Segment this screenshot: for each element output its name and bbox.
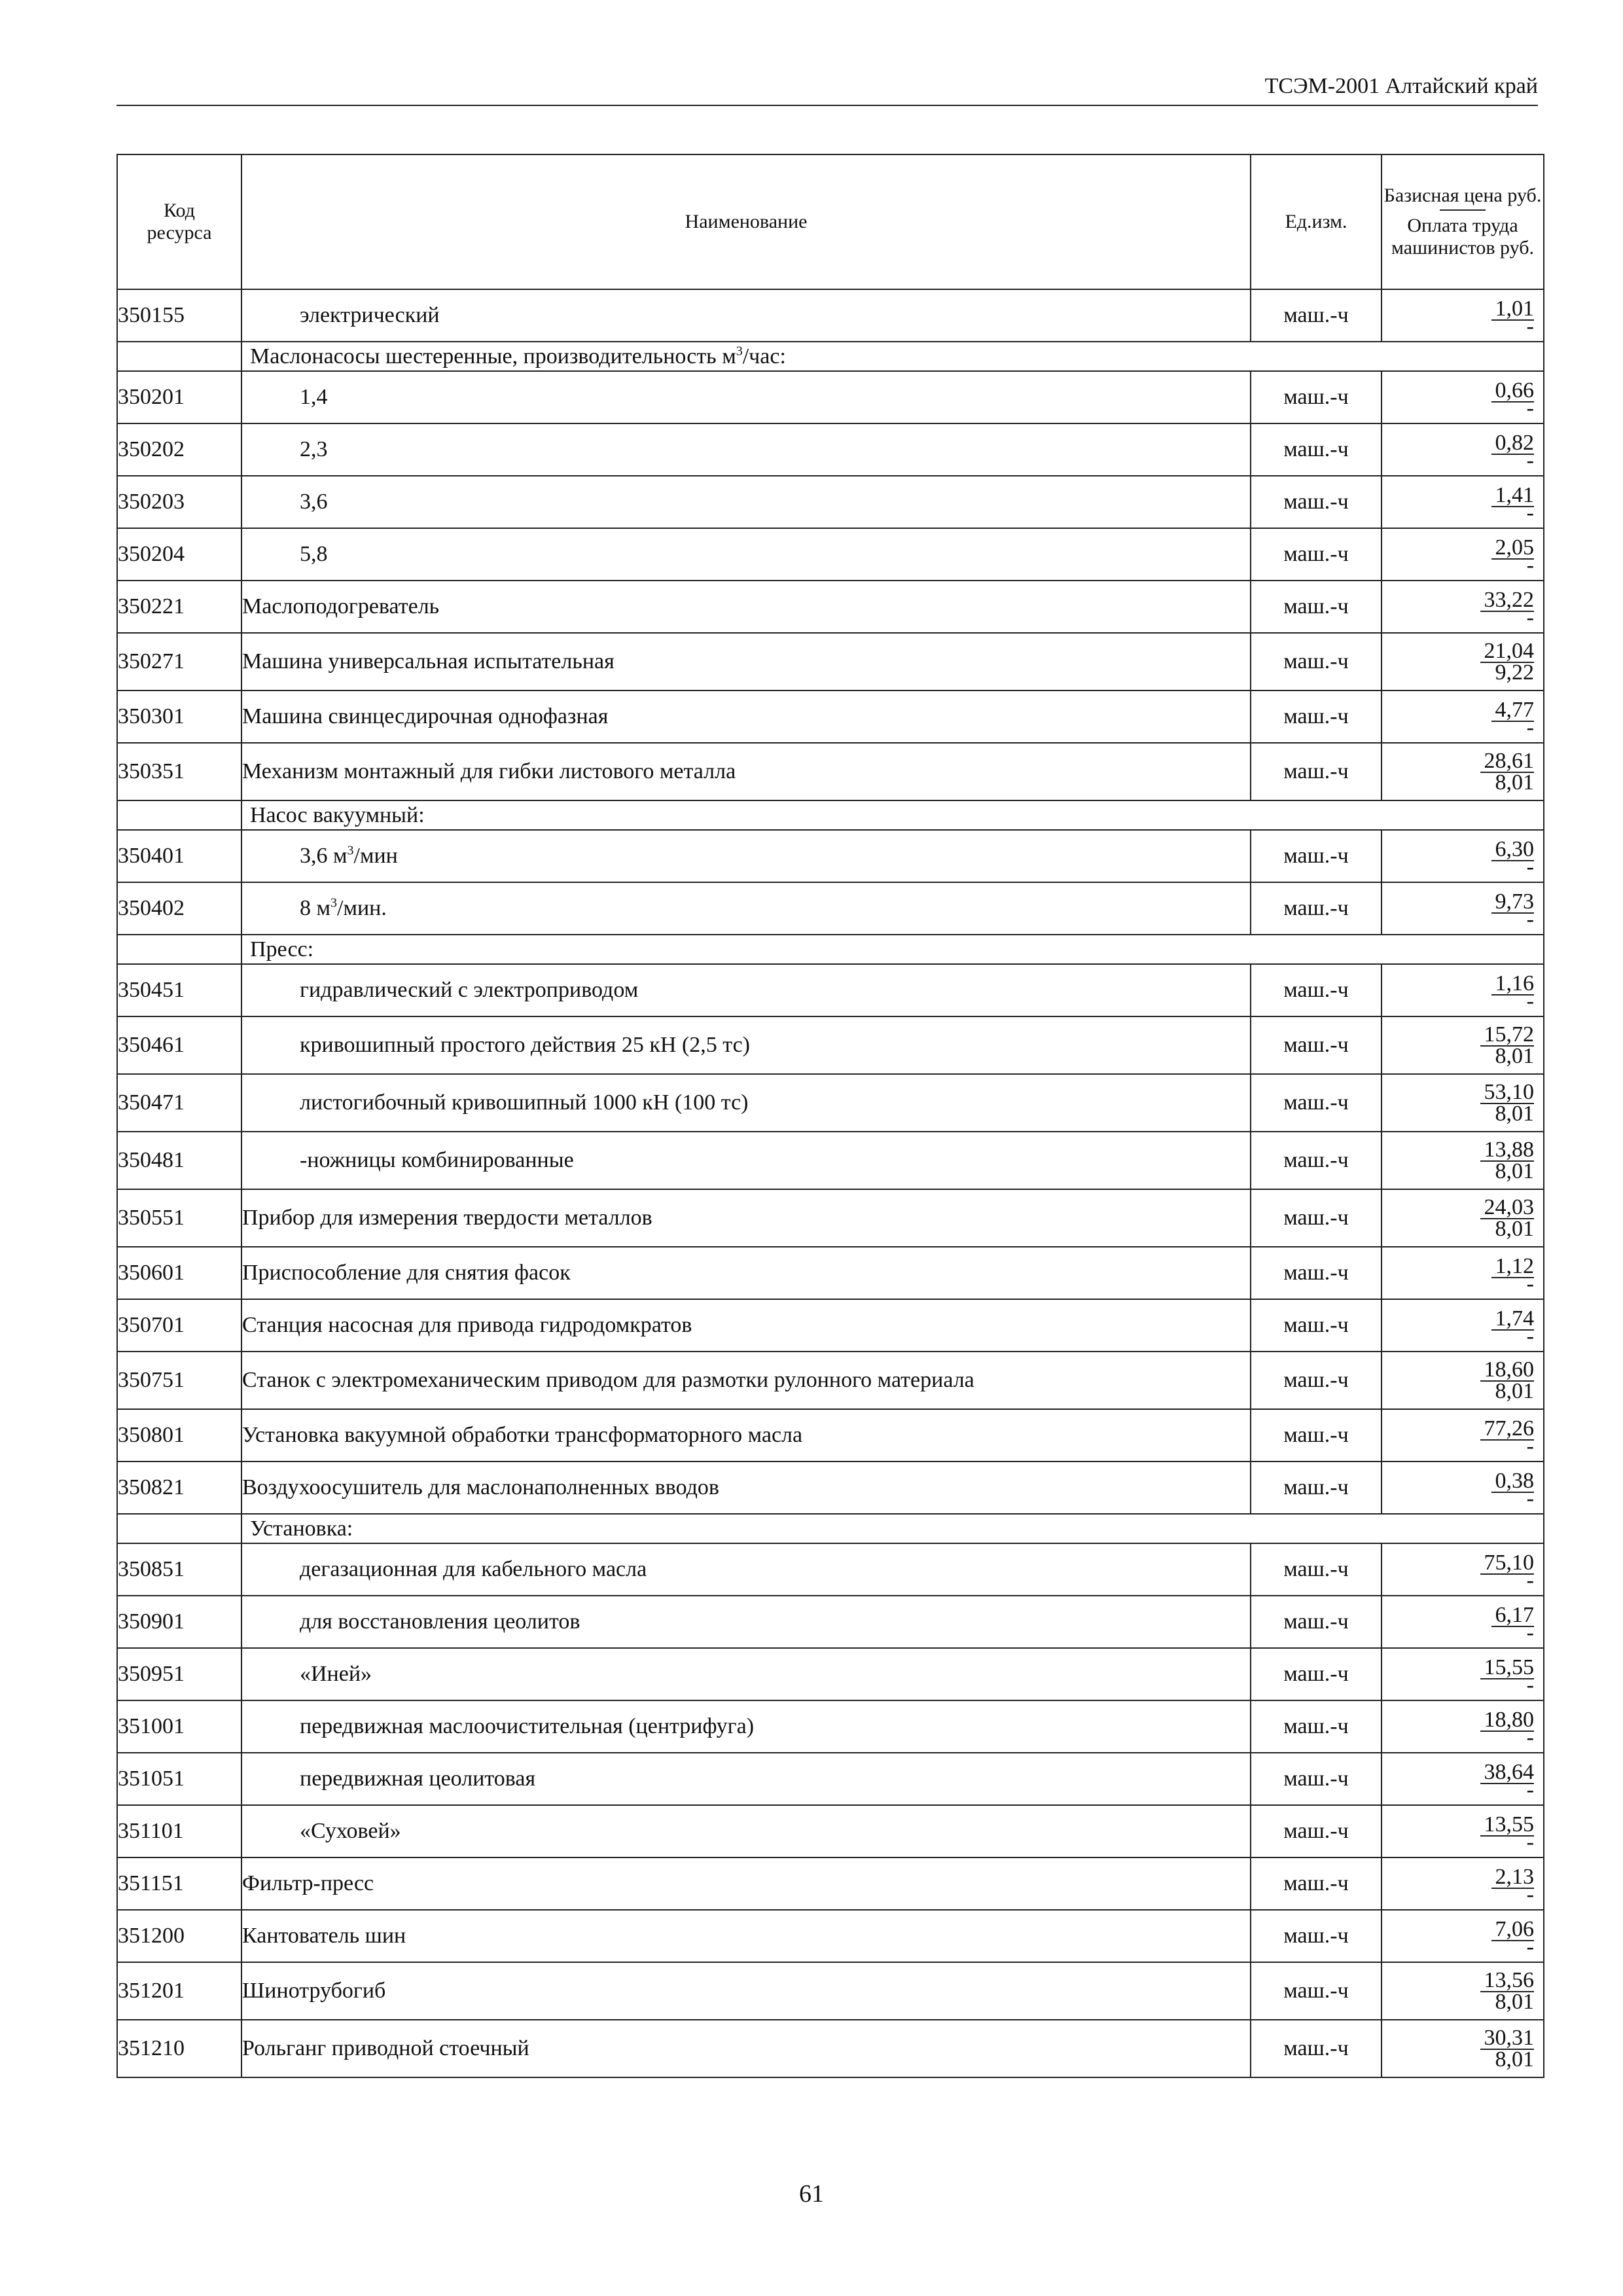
resource-code: 350221: [117, 581, 241, 633]
price-cell: [1382, 1543, 1544, 1596]
price-fraction: [1382, 698, 1543, 740]
resource-name: для восстановления цеолитов: [241, 1596, 1251, 1648]
unit-of-measure: маш.-ч: [1251, 1016, 1382, 1074]
operator-labor-cost: -: [1526, 1830, 1534, 1854]
resource-name: Кантователь шин: [241, 1910, 1251, 1962]
table-row: [117, 1753, 1544, 1805]
base-price: 38,64: [1480, 1762, 1535, 1784]
operator-labor-cost: -: [1526, 907, 1534, 931]
price-fraction: [1382, 1254, 1543, 1296]
unit-of-measure: маш.-ч: [1251, 633, 1382, 691]
base-price: 21,04: [1480, 641, 1535, 663]
unit-of-measure: маш.-ч: [1251, 1299, 1382, 1352]
resource-code: 350471: [117, 1074, 241, 1132]
price-cell: [1382, 1596, 1544, 1648]
price-cell: [1382, 1648, 1544, 1700]
unit-of-measure: маш.-ч: [1251, 289, 1382, 342]
table-row: [117, 1409, 1544, 1462]
resource-table: [116, 154, 1544, 2078]
unit-of-measure: маш.-ч: [1251, 2020, 1382, 2077]
resource-name: листогибочный кривошипный 1000 кН (100 тс): [241, 1074, 1251, 1132]
table-row: [117, 1462, 1544, 1514]
table-row: [117, 1189, 1544, 1247]
operator-labor-cost: -: [1526, 1935, 1534, 1959]
table-row: [117, 691, 1544, 743]
resource-code: 351051: [117, 1753, 241, 1805]
base-price: 24,03: [1480, 1197, 1535, 1219]
resource-code: 351201: [117, 1962, 241, 2020]
unit-of-measure: маш.-ч: [1251, 476, 1382, 528]
resource-name: -ножницы комбинированные: [241, 1132, 1251, 1189]
table-row: [117, 1910, 1544, 1962]
resource-name: передвижная цеолитовая: [241, 1753, 1251, 1805]
header-price-divider: [1440, 209, 1486, 211]
operator-labor-cost: -: [1526, 1621, 1534, 1645]
group-code-cell: [117, 800, 241, 830]
resource-code: 350351: [117, 743, 241, 800]
resource-code: 351200: [117, 1910, 241, 1962]
base-price: 7,06: [1491, 1919, 1535, 1941]
table-row: [117, 1805, 1544, 1857]
price-fraction: [1382, 588, 1543, 630]
price-cell: [1382, 1247, 1544, 1299]
price-cell: [1382, 1700, 1544, 1753]
base-price: 0,38: [1491, 1471, 1535, 1493]
price-cell: [1382, 830, 1544, 882]
price-fraction: [1382, 1082, 1543, 1124]
base-price: 28,61: [1480, 751, 1535, 773]
base-price: 0,66: [1491, 380, 1535, 403]
header-unit: Ед.изм.: [1251, 154, 1382, 289]
price-cell: [1382, 1462, 1544, 1514]
price-cell: [1382, 581, 1544, 633]
resource-name: Установка вакуумной обработки трансформаторного масла: [241, 1409, 1251, 1462]
unit-of-measure: маш.-ч: [1251, 882, 1382, 935]
operator-labor-cost: 8,01: [1495, 2047, 1534, 2072]
table-row: [117, 964, 1544, 1016]
base-price: 13,55: [1480, 1814, 1535, 1837]
price-fraction: [1382, 431, 1543, 473]
table-row: [117, 633, 1544, 691]
header-price-labor: Оплата труда машинистов руб.: [1391, 215, 1535, 259]
table-row: [117, 1857, 1544, 1910]
unit-of-measure: маш.-ч: [1251, 1074, 1382, 1132]
resource-name: [241, 882, 1251, 935]
table-row: [117, 1016, 1544, 1074]
table-row: [117, 423, 1544, 476]
resource-code: 350821: [117, 1462, 241, 1514]
resource-code: 350402: [117, 882, 241, 935]
group-heading-text: Маслонасосы шестеренные, производительность м: [250, 344, 736, 368]
price-cell: [1382, 528, 1544, 581]
price-cell: [1382, 423, 1544, 476]
operator-labor-cost: -: [1526, 1324, 1534, 1348]
price-fraction: [1382, 1359, 1543, 1401]
unit-of-measure: маш.-ч: [1251, 371, 1382, 423]
table-row: [117, 1543, 1544, 1596]
base-price: 9,73: [1491, 891, 1535, 914]
unit-of-measure: маш.-ч: [1251, 691, 1382, 743]
operator-labor-cost: 8,01: [1495, 1990, 1534, 2014]
resource-name: Механизм монтажный для гибки листового металла: [241, 743, 1251, 800]
unit-of-measure: маш.-ч: [1251, 1247, 1382, 1299]
group-code-cell: [117, 342, 241, 371]
resource-code: 350801: [117, 1409, 241, 1462]
group-heading-text-end: /час:: [742, 344, 786, 368]
operator-labor-cost: -: [1526, 855, 1534, 879]
resource-code: 350551: [117, 1189, 241, 1247]
unit-of-measure: маш.-ч: [1251, 1700, 1382, 1753]
price-fraction: [1382, 296, 1543, 338]
resource-code: 351101: [117, 1805, 241, 1857]
resource-name-text-end: /мин: [353, 844, 398, 868]
price-fraction: [1382, 889, 1543, 931]
group-heading-row: [117, 1514, 1544, 1543]
resource-name: Рольганг приводной стоечный: [241, 2020, 1251, 2077]
table-row: [117, 371, 1544, 423]
resource-name: 1,4: [241, 371, 1251, 423]
unit-of-measure: маш.-ч: [1251, 1132, 1382, 1189]
operator-labor-cost: 9,22: [1495, 660, 1534, 685]
resource-name: «Суховей»: [241, 1805, 1251, 1857]
operator-labor-cost: -: [1526, 1673, 1534, 1697]
resource-name: гидравлический с электроприводом: [241, 964, 1251, 1016]
table-row: [117, 743, 1544, 800]
base-price: 77,26: [1480, 1418, 1535, 1441]
unit-of-measure: маш.-ч: [1251, 1648, 1382, 1700]
operator-labor-cost: 8,01: [1495, 1379, 1534, 1403]
header-name: Наименование: [241, 154, 1251, 289]
running-head: ТСЭМ-2001 Алтайский край: [1264, 74, 1538, 98]
resource-code: 350401: [117, 830, 241, 882]
resource-name: электрический: [241, 289, 1251, 342]
resource-name: Маслоподогреватель: [241, 581, 1251, 633]
price-cell: [1382, 1805, 1544, 1857]
table-row: [117, 1299, 1544, 1352]
base-price: 13,88: [1480, 1139, 1535, 1162]
unit-of-measure: маш.-ч: [1251, 1962, 1382, 2020]
header-code: Код ресурса: [117, 154, 241, 289]
resource-name-superscript: 3: [330, 895, 338, 910]
price-cell: [1382, 1409, 1544, 1462]
unit-of-measure: маш.-ч: [1251, 830, 1382, 882]
price-fraction: [1382, 1917, 1543, 1959]
base-price: 75,10: [1480, 1552, 1535, 1575]
price-fraction: [1382, 1416, 1543, 1458]
price-fraction: [1382, 641, 1543, 683]
price-fraction: [1382, 1865, 1543, 1907]
price-cell: [1382, 371, 1544, 423]
resource-code: 350201: [117, 371, 241, 423]
price-cell: [1382, 1132, 1544, 1189]
price-fraction: [1382, 378, 1543, 420]
price-cell: [1382, 289, 1544, 342]
operator-labor-cost: -: [1526, 1568, 1534, 1592]
operator-labor-cost: -: [1526, 715, 1534, 740]
resource-name: дегазационная для кабельного масла: [241, 1543, 1251, 1596]
unit-of-measure: маш.-ч: [1251, 1543, 1382, 1596]
price-fraction: [1382, 1655, 1543, 1697]
operator-labor-cost: -: [1526, 501, 1534, 525]
unit-of-measure: маш.-ч: [1251, 423, 1382, 476]
resource-name-text: 3,6 м: [300, 844, 348, 868]
price-cell: [1382, 1074, 1544, 1132]
price-cell: [1382, 1352, 1544, 1409]
table-row: [117, 1700, 1544, 1753]
resource-name: Машина свинцесдирочная однофазная: [241, 691, 1251, 743]
page-number: 61: [799, 2180, 824, 2208]
header-rule: [116, 105, 1538, 106]
resource-name: Станция насосная для привода гидродомкратов: [241, 1299, 1251, 1352]
operator-labor-cost: -: [1526, 448, 1534, 473]
group-heading-row: [117, 935, 1544, 964]
resource-code: 350851: [117, 1543, 241, 1596]
base-price: 15,55: [1480, 1657, 1535, 1679]
table-row: [117, 1074, 1544, 1132]
price-fraction: [1382, 1760, 1543, 1802]
group-heading: [241, 935, 1544, 964]
base-price: 15,72: [1480, 1024, 1535, 1047]
unit-of-measure: маш.-ч: [1251, 1910, 1382, 1962]
unit-of-measure: маш.-ч: [1251, 1409, 1382, 1462]
price-cell: [1382, 964, 1544, 1016]
resource-code: 351001: [117, 1700, 241, 1753]
resource-name: передвижная маслоочистительная (центрифуга): [241, 1700, 1251, 1753]
table-row: [117, 1247, 1544, 1299]
operator-labor-cost: -: [1526, 396, 1534, 420]
resource-code: 351151: [117, 1857, 241, 1910]
price-fraction: [1382, 1603, 1543, 1645]
base-price: 0,82: [1491, 433, 1535, 455]
resource-name: [241, 830, 1251, 882]
resource-code: 350204: [117, 528, 241, 581]
operator-labor-cost: 8,01: [1495, 770, 1534, 795]
operator-labor-cost: 8,01: [1495, 1159, 1534, 1183]
table-row: [117, 1962, 1544, 2020]
price-cell: [1382, 1753, 1544, 1805]
base-price: 1,01: [1491, 298, 1535, 321]
price-cell: [1382, 633, 1544, 691]
price-fraction: [1382, 1024, 1543, 1066]
base-price: 2,05: [1491, 537, 1535, 560]
header-price-base: Базисная цена руб.: [1383, 185, 1542, 206]
base-price: 2,13: [1491, 1867, 1535, 1889]
price-cell: [1382, 1910, 1544, 1962]
table-body: [117, 289, 1544, 2077]
base-price: 1,12: [1491, 1256, 1535, 1278]
group-heading-superscript: 3: [736, 344, 743, 359]
header-price: [1382, 154, 1544, 289]
operator-labor-cost: -: [1526, 1778, 1534, 1802]
base-price: 6,30: [1491, 839, 1535, 861]
resource-name: Прибор для измерения твердости металлов: [241, 1189, 1251, 1247]
base-price: 6,17: [1491, 1605, 1535, 1627]
resource-code: 350301: [117, 691, 241, 743]
resource-code: 350271: [117, 633, 241, 691]
table-row: [117, 882, 1544, 935]
resource-name-text-end: /мин.: [337, 896, 387, 920]
group-heading: [241, 342, 1544, 371]
price-fraction: [1382, 1306, 1543, 1348]
base-price: 4,77: [1491, 700, 1535, 722]
unit-of-measure: маш.-ч: [1251, 528, 1382, 581]
operator-labor-cost: -: [1526, 605, 1534, 630]
resource-name: Приспособление для снятия фасок: [241, 1247, 1251, 1299]
table-row: [117, 581, 1544, 633]
table-row: [117, 1596, 1544, 1648]
unit-of-measure: маш.-ч: [1251, 581, 1382, 633]
unit-of-measure: маш.-ч: [1251, 1352, 1382, 1409]
resource-name: кривошипный простого действия 25 кН (2,5 тс): [241, 1016, 1251, 1074]
price-fraction: [1382, 1970, 1543, 2012]
resource-name: Шинотрубогиб: [241, 1962, 1251, 2020]
price-cell: [1382, 882, 1544, 935]
unit-of-measure: маш.-ч: [1251, 1805, 1382, 1857]
group-heading-text: Пресс:: [250, 937, 314, 961]
resource-code: 350481: [117, 1132, 241, 1189]
unit-of-measure: маш.-ч: [1251, 964, 1382, 1016]
table-row: [117, 528, 1544, 581]
unit-of-measure: маш.-ч: [1251, 1462, 1382, 1514]
resource-name: 3,6: [241, 476, 1251, 528]
operator-labor-cost: 8,01: [1495, 1217, 1534, 1241]
resource-code: 350701: [117, 1299, 241, 1352]
group-heading: [241, 1514, 1544, 1543]
operator-labor-cost: -: [1526, 314, 1534, 338]
table-row: [117, 2020, 1544, 2077]
base-price: 53,10: [1480, 1082, 1535, 1104]
base-price: 1,41: [1491, 485, 1535, 507]
base-price: 1,74: [1491, 1308, 1535, 1331]
unit-of-measure: маш.-ч: [1251, 1596, 1382, 1648]
resource-code: 350901: [117, 1596, 241, 1648]
price-fraction: [1382, 535, 1543, 577]
resource-code: 350155: [117, 289, 241, 342]
resource-name-text: 8 м: [300, 896, 331, 920]
resource-name: Фильтр-пресс: [241, 1857, 1251, 1910]
base-price: 1,16: [1491, 973, 1535, 996]
price-cell: [1382, 1962, 1544, 2020]
group-code-cell: [117, 1514, 241, 1543]
group-heading-text: Насос вакуумный:: [250, 802, 425, 827]
price-cell: [1382, 691, 1544, 743]
resource-code: 350601: [117, 1247, 241, 1299]
table-row: [117, 830, 1544, 882]
resource-name: Машина универсальная испытательная: [241, 633, 1251, 691]
base-price: 18,60: [1480, 1359, 1535, 1382]
operator-labor-cost: 8,01: [1495, 1102, 1534, 1126]
price-fraction: [1382, 1551, 1543, 1592]
price-fraction: [1382, 1197, 1543, 1239]
price-cell: [1382, 1857, 1544, 1910]
operator-labor-cost: -: [1526, 1882, 1534, 1907]
group-heading-row: [117, 800, 1544, 830]
unit-of-measure: маш.-ч: [1251, 1857, 1382, 1910]
price-fraction: [1382, 1469, 1543, 1511]
table-row: [117, 1352, 1544, 1409]
resource-code: 350202: [117, 423, 241, 476]
price-cell: [1382, 1016, 1544, 1074]
operator-labor-cost: -: [1526, 1725, 1534, 1749]
operator-labor-cost: -: [1526, 1434, 1534, 1458]
price-fraction: [1382, 1139, 1543, 1181]
price-fraction: [1382, 2028, 1543, 2070]
group-heading-row: [117, 342, 1544, 371]
table-row: [117, 1132, 1544, 1189]
table-row: [117, 289, 1544, 342]
resource-name: Станок с электромеханическим приводом для размотки рулонного материала: [241, 1352, 1251, 1409]
base-price: 18,80: [1480, 1710, 1535, 1732]
price-fraction: [1382, 751, 1543, 793]
resource-code: 350203: [117, 476, 241, 528]
table-row: [117, 1648, 1544, 1700]
resource-name: 5,8: [241, 528, 1251, 581]
price-cell: [1382, 1189, 1544, 1247]
price-cell: [1382, 476, 1544, 528]
resource-name-superscript: 3: [347, 843, 354, 858]
group-heading-text: Установка:: [250, 1516, 353, 1541]
price-cell: [1382, 743, 1544, 800]
price-cell: [1382, 2020, 1544, 2077]
unit-of-measure: маш.-ч: [1251, 743, 1382, 800]
base-price: 30,31: [1480, 2028, 1535, 2050]
price-fraction: [1382, 971, 1543, 1013]
price-fraction: [1382, 1708, 1543, 1749]
price-fraction: [1382, 837, 1543, 879]
group-heading: [241, 800, 1544, 830]
resource-name: «Иней»: [241, 1648, 1251, 1700]
resource-code: 350451: [117, 964, 241, 1016]
unit-of-measure: маш.-ч: [1251, 1753, 1382, 1805]
resource-code: 351210: [117, 2020, 241, 2077]
operator-labor-cost: -: [1526, 989, 1534, 1013]
price-fraction: [1382, 1812, 1543, 1854]
table-header-row: [117, 154, 1544, 289]
operator-labor-cost: 8,01: [1495, 1044, 1534, 1068]
unit-of-measure: маш.-ч: [1251, 1189, 1382, 1247]
table-row: [117, 476, 1544, 528]
operator-labor-cost: -: [1526, 1486, 1534, 1511]
price-fraction: [1382, 483, 1543, 525]
group-code-cell: [117, 935, 241, 964]
base-price: 13,56: [1480, 1970, 1535, 1992]
price-cell: [1382, 1299, 1544, 1352]
resource-name: 2,3: [241, 423, 1251, 476]
operator-labor-cost: -: [1526, 553, 1534, 577]
resource-code: 350951: [117, 1648, 241, 1700]
resource-name: Воздухоосушитель для маслонаполненных вводов: [241, 1462, 1251, 1514]
base-price: 33,22: [1480, 590, 1535, 612]
resource-code: 350461: [117, 1016, 241, 1074]
resource-code: 350751: [117, 1352, 241, 1409]
operator-labor-cost: -: [1526, 1272, 1534, 1296]
